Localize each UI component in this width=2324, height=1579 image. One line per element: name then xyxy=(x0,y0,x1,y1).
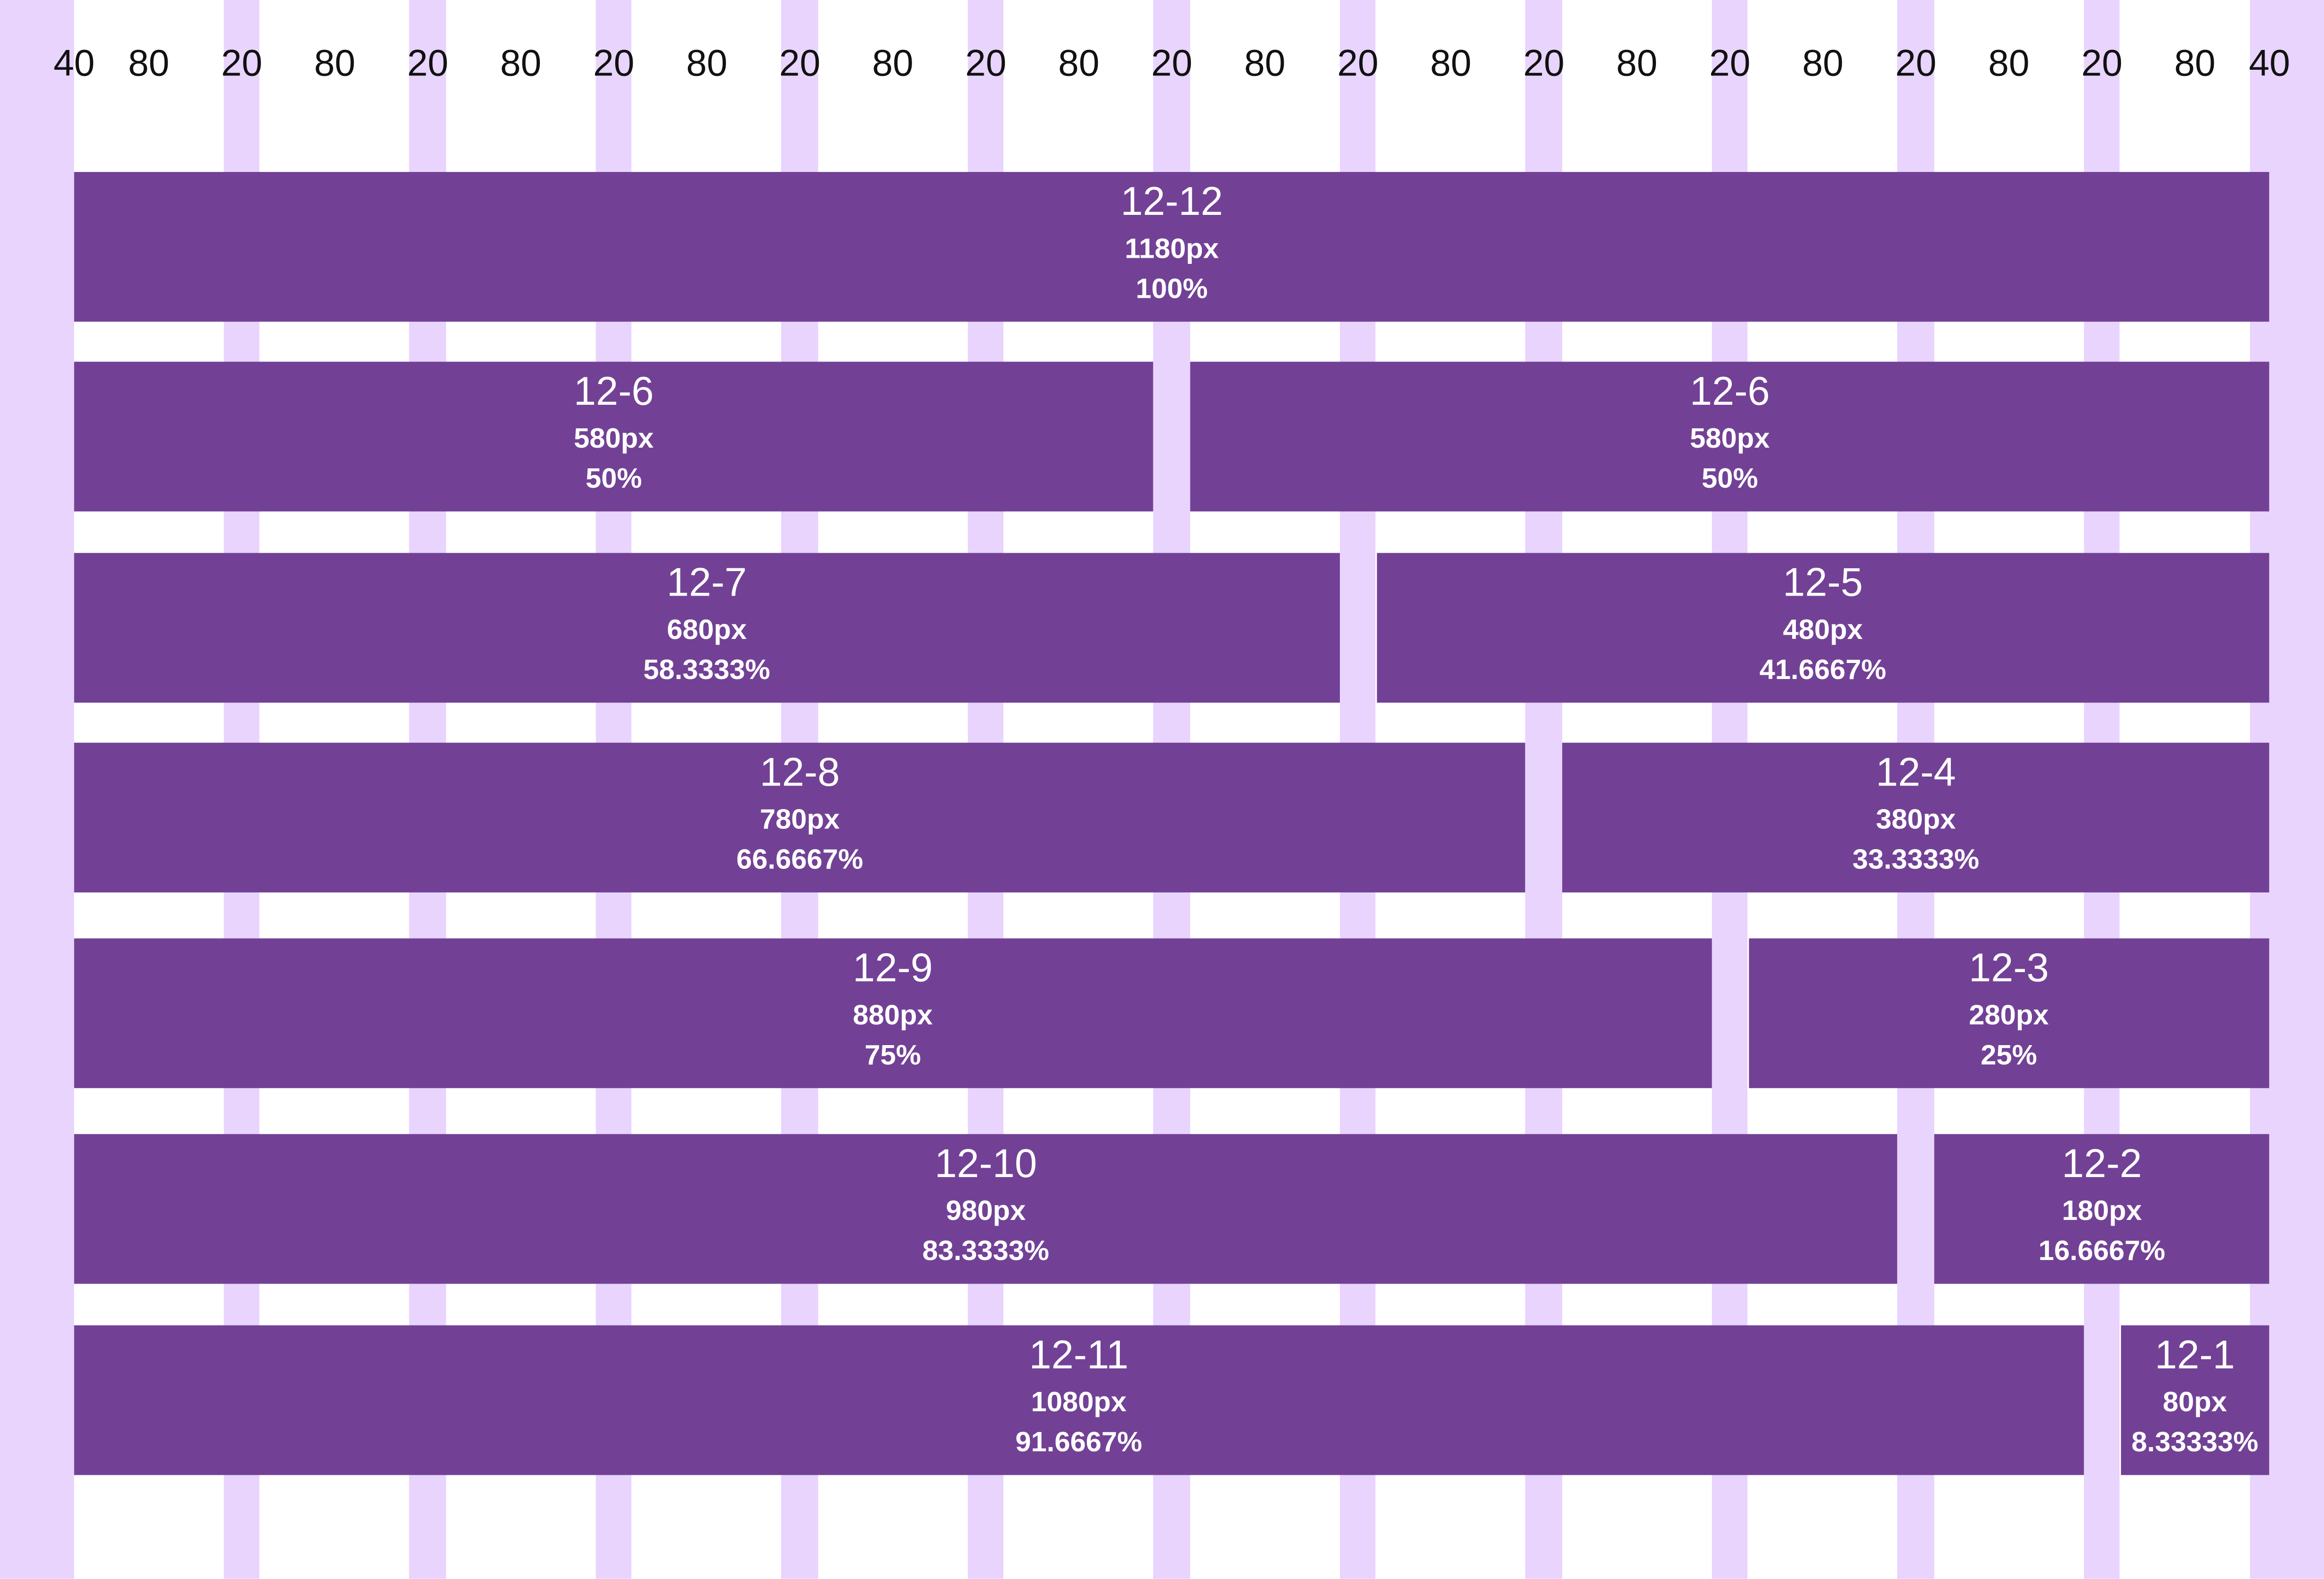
column-block xyxy=(1190,362,2269,512)
column-block xyxy=(74,553,1339,703)
column-name: 12-12 xyxy=(1120,179,1223,224)
ruler-label: 80 xyxy=(500,43,542,85)
ruler-label: 20 xyxy=(1523,43,1565,85)
column-width-px: 880px xyxy=(853,1000,933,1032)
column-name: 12-4 xyxy=(1876,750,1956,795)
column-name: 12-8 xyxy=(759,750,840,795)
ruler-label: 20 xyxy=(1709,43,1751,85)
ruler-label: 80 xyxy=(1616,43,1658,85)
column-block xyxy=(1748,938,2269,1088)
column-block xyxy=(74,1134,1897,1284)
column-name: 12-1 xyxy=(2154,1333,2235,1377)
column-block xyxy=(74,743,1525,892)
column-block xyxy=(2120,1325,2269,1475)
column-width-percent: 33.3333% xyxy=(1852,845,1980,876)
ruler-label: 40 xyxy=(2249,43,2291,85)
column-width-px: 380px xyxy=(1876,805,1956,836)
column-width-percent: 75% xyxy=(864,1040,921,1072)
ruler-label: 20 xyxy=(779,43,821,85)
column-block xyxy=(1562,743,2269,892)
ruler-label: 80 xyxy=(686,43,727,85)
column-width-percent: 50% xyxy=(585,464,642,495)
column-name: 12-9 xyxy=(852,946,933,990)
ruler-label: 80 xyxy=(1058,43,1100,85)
column-name: 12-10 xyxy=(934,1141,1037,1186)
column-width-percent: 58.3333% xyxy=(643,655,770,687)
column-width-percent: 100% xyxy=(1135,274,1208,306)
ruler-label: 80 xyxy=(1802,43,1843,85)
ruler-label: 20 xyxy=(593,43,635,85)
column-width-px: 1180px xyxy=(1125,234,1219,266)
column-width-px: 480px xyxy=(1783,615,1863,646)
column-width-percent: 8.33333% xyxy=(2131,1427,2259,1459)
column-width-percent: 16.6667% xyxy=(2038,1236,2166,1268)
column-width-px: 1080px xyxy=(1031,1387,1127,1419)
left-margin-band xyxy=(0,0,74,1579)
ruler-label: 20 xyxy=(1895,43,1937,85)
ruler-label: 80 xyxy=(1244,43,1286,85)
column-name: 12-6 xyxy=(1689,369,1770,414)
ruler-label: 20 xyxy=(1151,43,1193,85)
column-width-px: 180px xyxy=(2062,1196,2142,1227)
column-width-percent: 83.3333% xyxy=(922,1236,1050,1268)
ruler-label: 80 xyxy=(872,43,913,85)
column-width-px: 580px xyxy=(574,424,654,455)
column-width-percent: 50% xyxy=(1701,464,1758,495)
ruler-label: 20 xyxy=(2081,43,2123,85)
ruler-label: 80 xyxy=(1430,43,1472,85)
column-name: 12-2 xyxy=(2062,1141,2142,1186)
ruler-label: 80 xyxy=(128,43,170,85)
column-name: 12-3 xyxy=(1969,946,2049,990)
ruler-label: 40 xyxy=(53,43,95,85)
ruler-label: 20 xyxy=(1337,43,1378,85)
column-width-percent: 66.6667% xyxy=(736,845,864,876)
column-width-px: 980px xyxy=(946,1196,1026,1227)
column-width-percent: 91.6667% xyxy=(1015,1427,1142,1459)
ruler-label: 80 xyxy=(1988,43,2030,85)
column-block xyxy=(74,1325,2083,1475)
ruler-label: 20 xyxy=(407,43,448,85)
ruler-label: 80 xyxy=(314,43,356,85)
column-name: 12-7 xyxy=(667,560,747,605)
column-name: 12-6 xyxy=(573,369,654,414)
column-name: 12-11 xyxy=(1029,1333,1129,1377)
column-block xyxy=(74,938,1711,1088)
column-width-px: 680px xyxy=(667,615,747,646)
ruler-label: 20 xyxy=(965,43,1007,85)
column-block xyxy=(74,172,2269,322)
ruler-label: 20 xyxy=(221,43,262,85)
column-block xyxy=(1376,553,2269,703)
column-width-percent: 41.6667% xyxy=(1759,655,1886,687)
column-width-px: 580px xyxy=(1690,424,1770,455)
column-name: 12-5 xyxy=(1783,560,1863,605)
column-width-px: 80px xyxy=(2162,1387,2227,1419)
ruler-label: 80 xyxy=(2174,43,2216,85)
column-width-px: 780px xyxy=(759,805,840,836)
column-block xyxy=(74,362,1153,512)
column-width-px: 280px xyxy=(1969,1000,2049,1032)
column-width-percent: 25% xyxy=(1981,1040,2037,1072)
column-block xyxy=(1934,1134,2270,1284)
